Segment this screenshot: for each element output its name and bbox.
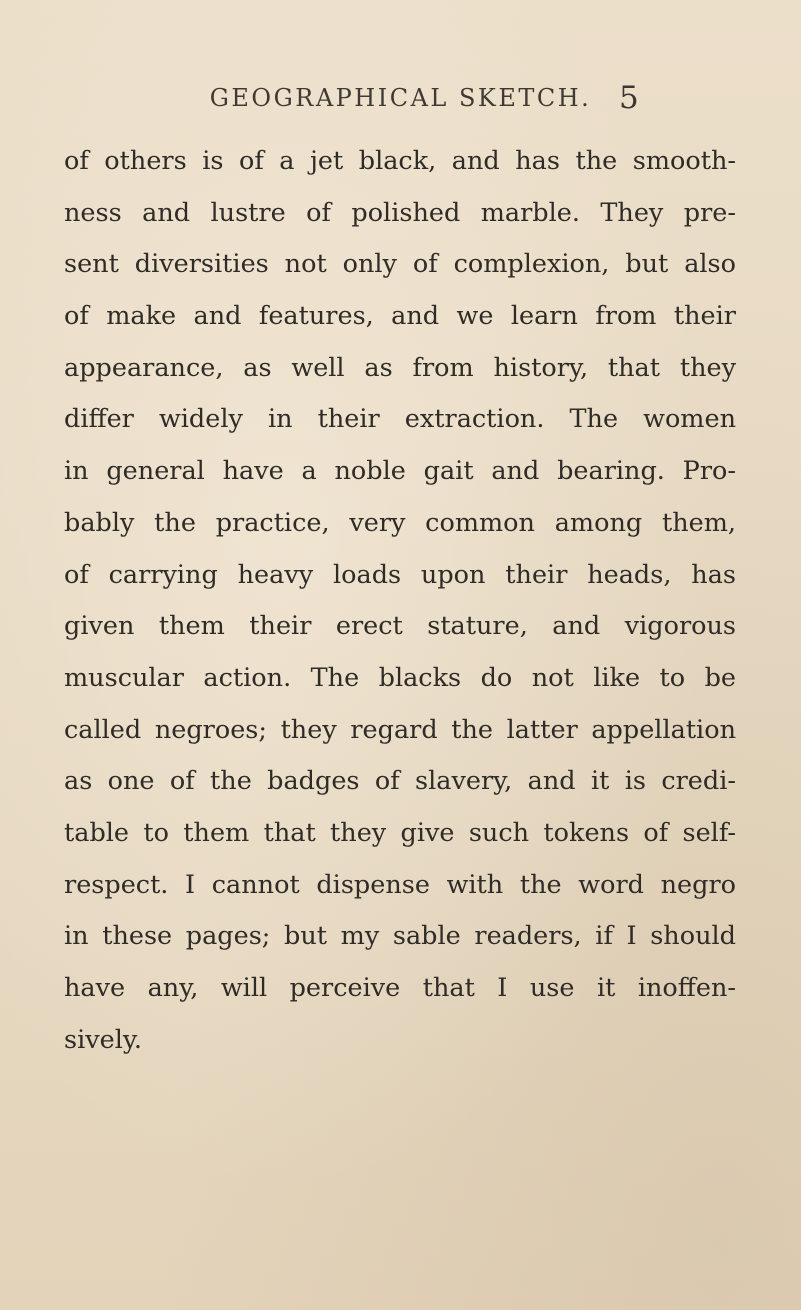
text-line: appearance, as well as from history, that they [64,352,736,383]
text-line: of carrying heavy loads upon their heads, has [64,559,736,590]
body-text [64,136,736,1066]
text-line: ness and lustre of polished marble. They pre- [64,197,736,228]
text-line: differ widely in their extraction. The women [64,404,736,435]
text-line: sively. [64,1024,143,1055]
text-line: in general have a noble gait and bearing. Pro- [64,456,736,487]
text-line: muscular action. The blacks do not like to be [64,662,736,693]
text-line: have any, will perceive that I use it inoffen- [64,973,736,1003]
text-line: table to them that they give such tokens of self- [64,817,736,848]
text-line: of others is of a jet black, and has the smooth- [64,146,736,176]
text-line: of make and features, and we learn from their [64,301,736,332]
text-line: sent diversities not only of complexion, but also [64,249,736,280]
text-line: as one of the badges of slavery, and it is credi- [64,766,736,797]
text-line: respect. I cannot dispense with the word negro [64,869,736,900]
page-number: 5 [619,80,639,116]
text-line: in these pages; but my sable readers, if I should [64,921,736,952]
text-line: given them their erect stature, and vigorous [64,611,736,642]
text-line: bably the practice, very common among them, [64,507,736,538]
text-line: called negroes; they regard the latter appellation [64,714,736,745]
running-head [0,80,801,120]
running-title: GEOGRAPHICAL SKETCH. [209,84,592,112]
